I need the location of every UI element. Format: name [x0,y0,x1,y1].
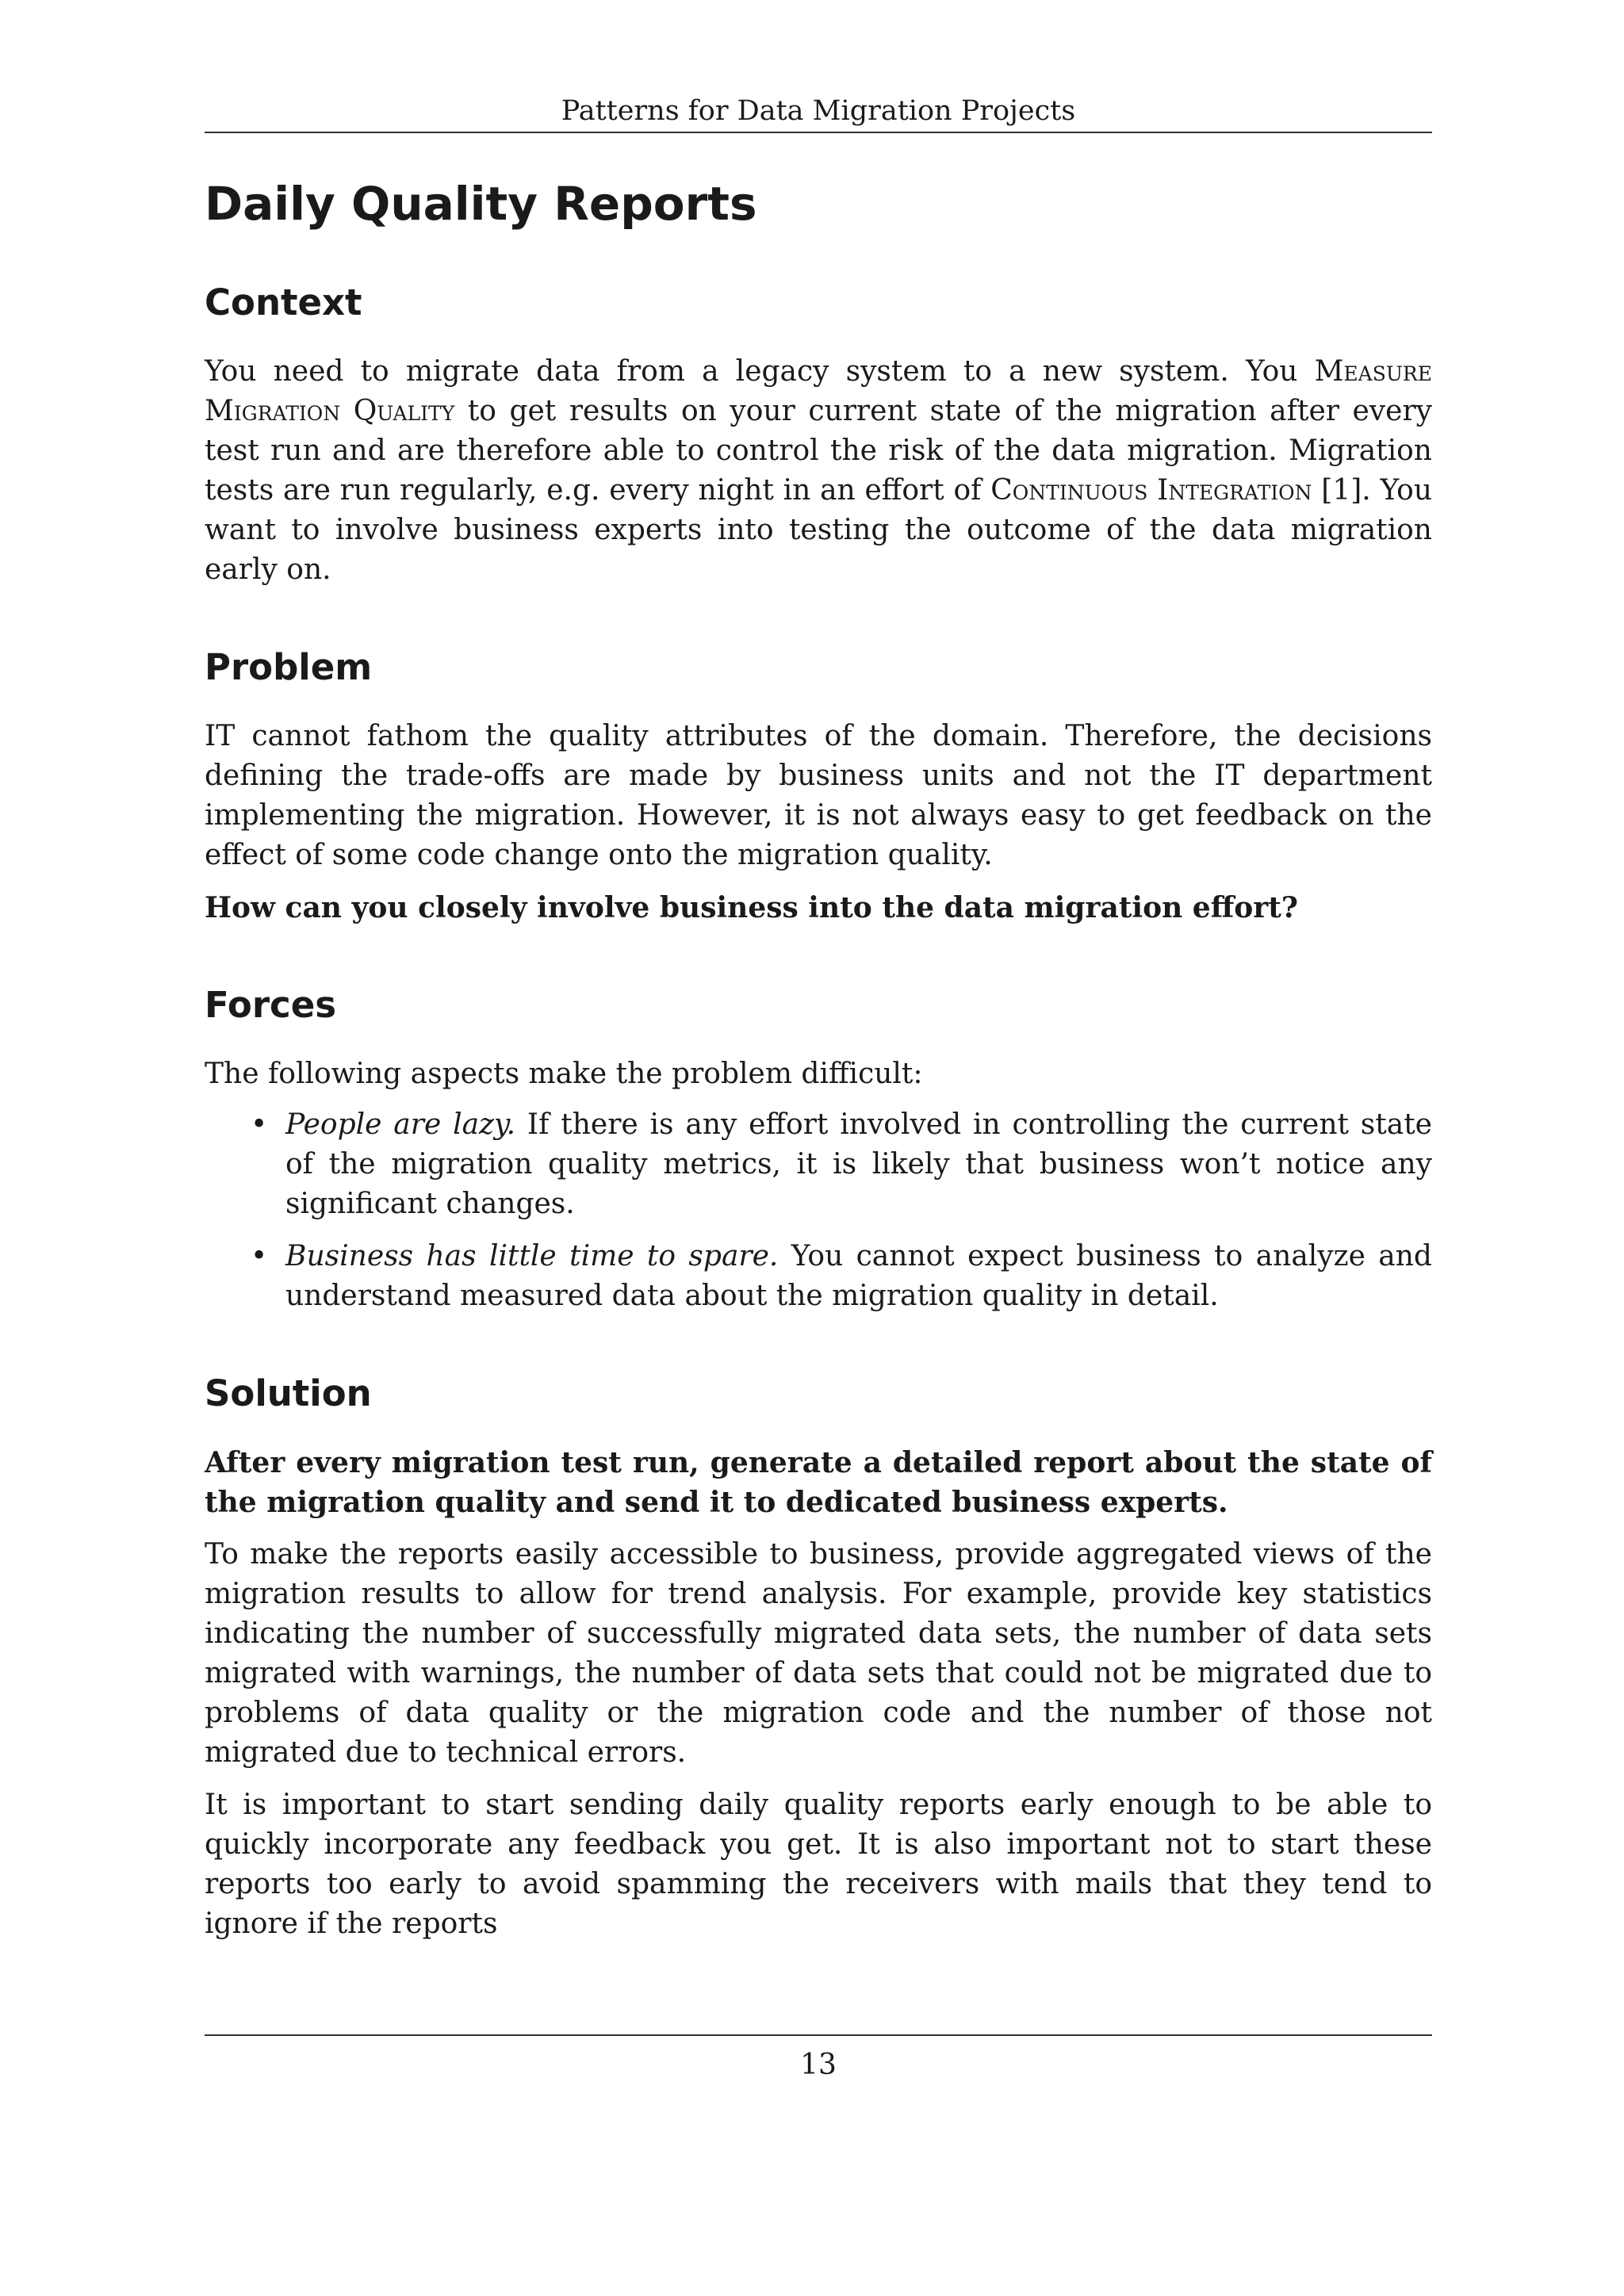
force-lead: People are lazy. [285,1108,516,1141]
force-description: If there is any effort involved in controlling the current state of the migration quality metrics, it is likely that business won’t notice any significant changes. [285,1108,1432,1220]
solution-heading: Solution [205,1372,372,1414]
force-text [285,1237,1432,1316]
problem-question: How can you closely involve business into the data migration effort? [205,891,1298,924]
page-number: 13 [800,2049,837,2081]
context-text-1: You need to migrate data from a legacy system to a new system. You [205,355,1315,388]
bullet-icon: • [251,1240,268,1272]
force-text [285,1105,1432,1224]
forces-heading: Forces [205,984,337,1026]
context-text-3: [1]. You want to involve business experts into testing the outcome of the data migration early on. [205,474,1432,586]
pattern-reference-measure-migration-quality: Measure Migration Quality [205,355,1432,427]
problem-heading: Problem [205,646,373,688]
solution-statement: After every migration test run, generate a detailed report about the state of the migration quality and send it to dedicated business experts. [205,1446,1432,1519]
force-description: You cannot expect business to analyze and understand measured data about the migration quality in detail. [285,1240,1432,1312]
solution-paragraph-2: It is important to start sending daily quality reports early enough to be able to quickly incorporate any feedback you get. It is also important not to start these reports too early to avoid spamming the receivers with mails that they tend to ignore if the reports [205,1789,1432,1940]
footer-rule [205,2034,1432,2036]
pattern-title: Daily Quality Reports [205,177,757,231]
force-lead: Business has little time to spare. [285,1240,779,1272]
context-paragraph [205,352,1432,590]
bullet-icon: • [251,1108,268,1141]
forces-list [205,1105,1432,1316]
header-rule [205,132,1432,133]
forces-intro: The following aspects make the problem difficult: [205,1058,923,1090]
page-content [205,176,1432,1999]
solution-section [205,1372,1432,1944]
solution-paragraph-1: To make the reports easily accessible to business, provide aggregated views of the migration results to allow for trend analysis. For example, provide key statistics indicating the number of successfully migrated data sets, the number of data sets migrated with warnings, the number of data sets that could not be migrated due to problems of data quality or the migration code and the number of those not migrated due to technical errors. [205,1538,1432,1769]
list-item [205,1105,1432,1224]
list-item [205,1237,1432,1316]
problem-section [205,645,1432,928]
context-section [205,281,1432,590]
forces-section [205,983,1432,1316]
context-text-2: to get results on your current state of the migration after every test run and are therefore able to control the risk of the data migration. Migration tests are run regularly, e.g. every night in an effort of [205,395,1432,507]
pattern-reference-continuous-integration: Continuous Integration [990,474,1312,507]
problem-paragraph: IT cannot fathom the quality attributes of the domain. Therefore, the decisions defining the trade-offs are made by business units and not the IT department implementing the migration. However, it is not always easy to get feedback on the effect of some code change onto the migration quality. [205,720,1432,871]
context-heading: Context [205,281,362,323]
running-head: Patterns for Data Migration Projects [561,95,1076,127]
